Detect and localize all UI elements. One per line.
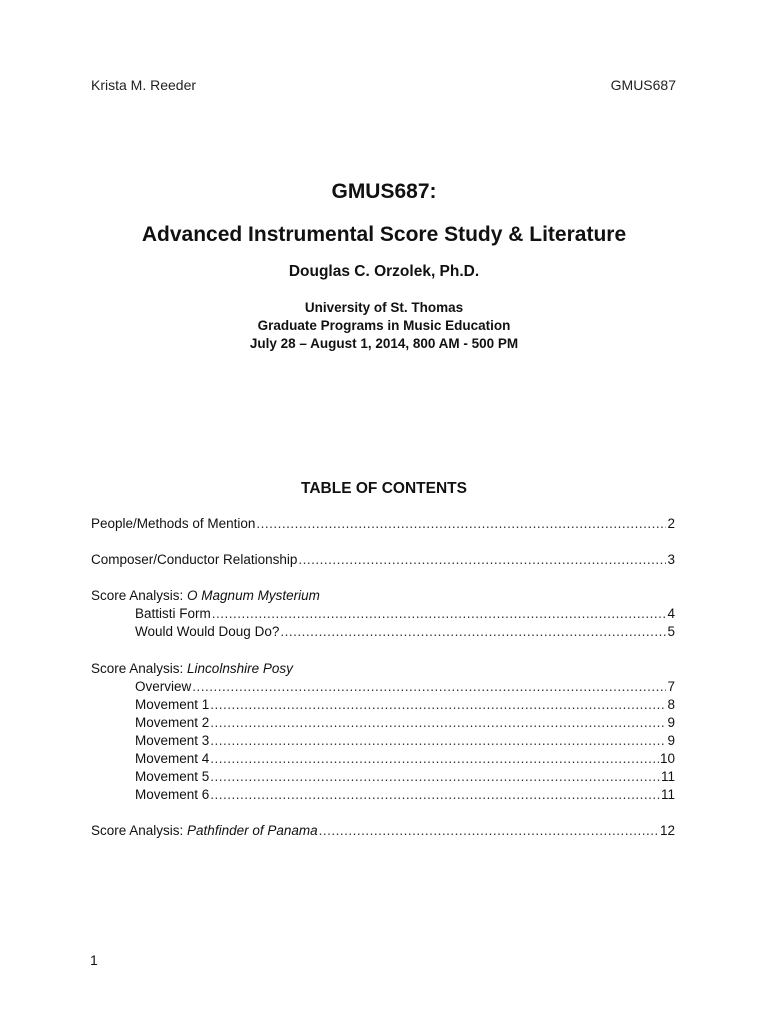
toc-leader-dots: [210, 787, 660, 802]
toc-leader-dots: [210, 733, 666, 748]
toc-entry-movement-5[interactable]: [135, 769, 675, 787]
toc-section-title: Pathfinder of Panama: [187, 823, 318, 838]
toc-entry-pathfinder-of-panama[interactable]: [91, 823, 675, 841]
toc-entry-overview[interactable]: [135, 679, 675, 697]
toc-entry-label: People/Methods of Mention: [91, 516, 256, 531]
toc-entry-battisti-form[interactable]: [135, 606, 675, 624]
toc-entry-label: Battisti Form: [135, 606, 211, 621]
toc-leader-dots: [192, 679, 666, 694]
toc-entry-movement-2[interactable]: [135, 715, 675, 733]
toc-entry-label: Movement 5: [135, 769, 210, 784]
page-number: 1: [90, 952, 98, 968]
toc-entry-page: 5: [667, 624, 675, 639]
toc-entry-label: Movement 3: [135, 733, 210, 748]
toc-leader-dots: [256, 516, 666, 531]
toc-entry-composer-conductor[interactable]: [91, 552, 675, 570]
toc-section-prefix: Score Analysis:: [91, 823, 188, 838]
toc-entry-label: Movement 6: [135, 787, 210, 802]
toc-section-label: [91, 823, 318, 838]
toc-entry-movement-4[interactable]: [135, 751, 675, 769]
toc-section-prefix: Score Analysis:: [91, 588, 188, 603]
toc-entry-label: Movement 2: [135, 715, 210, 730]
instructor-name: Douglas C. Orzolek, Ph.D.: [288, 263, 480, 280]
toc-entry-page: 10: [659, 751, 675, 766]
toc-entry-page: 11: [660, 787, 675, 802]
toc-entry-movement-3[interactable]: [135, 733, 675, 751]
toc-section-title: O Magnum Mysterium: [187, 588, 320, 603]
course-dates: July 28 – August 1, 2014, 800 AM - 500 PM: [249, 336, 519, 351]
toc-entry-would-doug-do[interactable]: [135, 624, 675, 642]
toc-entry-label: Movement 4: [135, 751, 210, 766]
toc-entry-page: 12: [659, 823, 675, 838]
program-name: Graduate Programs in Music Education: [257, 318, 511, 333]
toc-entry-page: 11: [660, 769, 675, 784]
toc-entry-movement-6[interactable]: [135, 787, 675, 805]
toc-leader-dots: [298, 552, 666, 567]
toc-section-prefix: Score Analysis:: [91, 661, 188, 676]
toc-section-label: [91, 588, 320, 603]
toc-leader-dots: [210, 715, 666, 730]
toc-leader-dots: [210, 697, 666, 712]
toc-entry-page: 7: [667, 679, 675, 694]
toc-entry-page: 3: [667, 552, 675, 567]
toc-heading: TABLE OF CONTENTS: [301, 480, 467, 497]
toc-leader-dots: [280, 624, 666, 639]
toc-leader-dots: [210, 751, 659, 766]
toc-entry-people-methods[interactable]: [91, 516, 675, 534]
toc-entry-page: 9: [667, 715, 675, 730]
toc-section-label: [91, 661, 293, 676]
toc-entry-label: Overview: [135, 679, 192, 694]
toc-entry-page: 4: [667, 606, 675, 621]
toc-leader-dots: [319, 823, 659, 838]
toc-section-title: Lincolnshire Posy: [187, 661, 293, 676]
toc-section-lincolnshire-posy[interactable]: [91, 661, 675, 679]
header-author: Krista M. Reeder: [91, 77, 197, 93]
course-title: Advanced Instrumental Score Study & Literature: [141, 223, 627, 246]
toc-entry-label: Composer/Conductor Relationship: [91, 552, 298, 567]
page-header: [91, 77, 676, 95]
toc-entry-movement-1[interactable]: [135, 697, 675, 715]
header-course: GMUS687: [610, 77, 676, 93]
toc-entry-label: Movement 1: [135, 697, 210, 712]
toc-leader-dots: [212, 606, 667, 621]
toc-entry-label: Would Would Doug Do?: [135, 624, 280, 639]
toc-entry-page: 2: [667, 516, 675, 531]
university-name: University of St. Thomas: [304, 300, 464, 315]
institution-block: [0, 299, 768, 353]
toc-section-o-magnum-mysterium[interactable]: [91, 588, 675, 606]
course-code: GMUS687:: [331, 180, 437, 203]
toc-leader-dots: [210, 769, 660, 784]
toc-entry-page: 9: [667, 733, 675, 748]
toc-entry-page: 8: [667, 697, 675, 712]
